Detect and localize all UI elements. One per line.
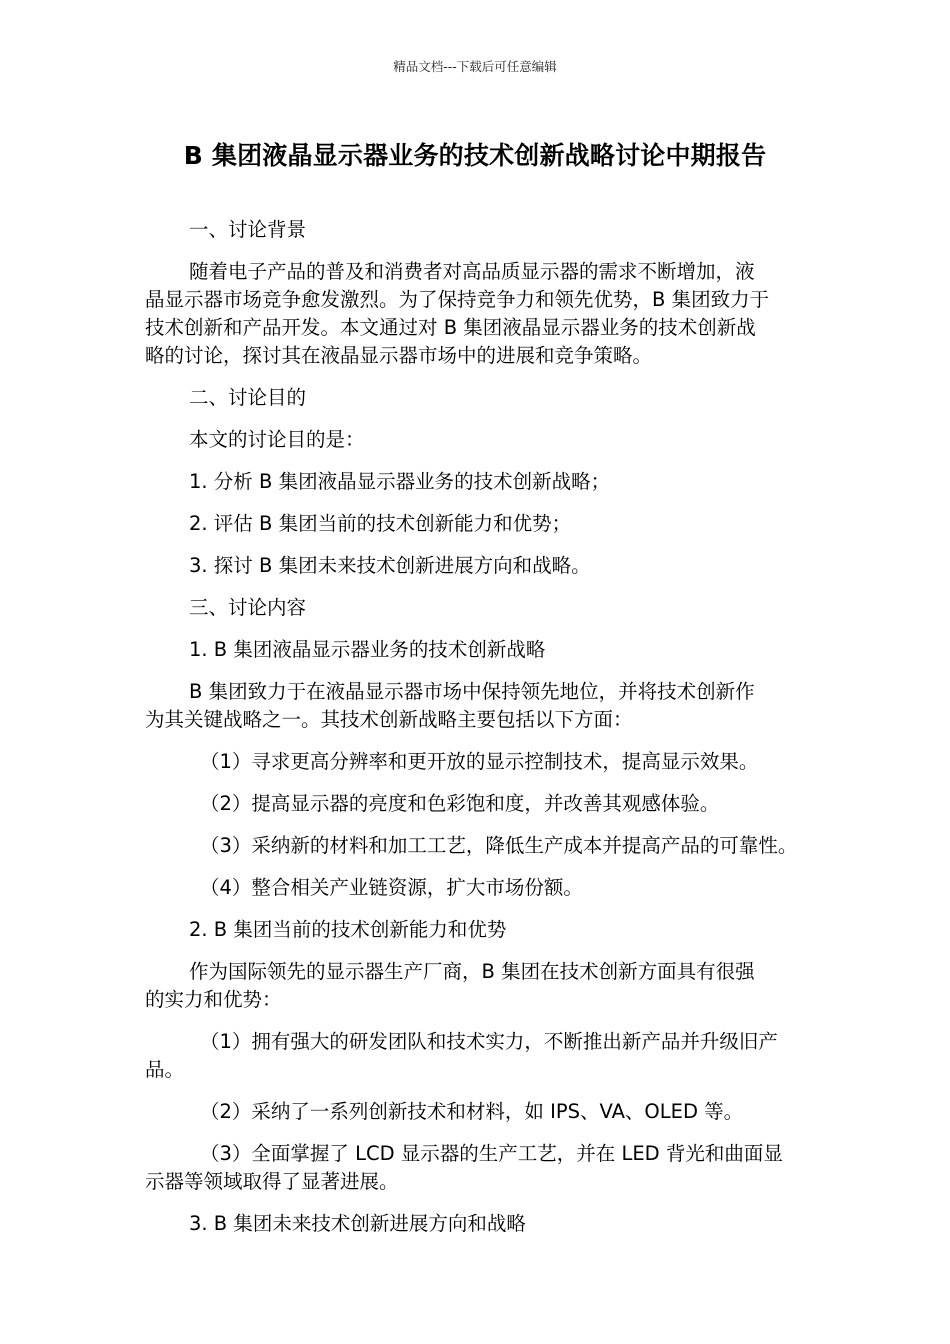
paragraph-line: （2）提高显示器的亮度和色彩饱和度，并改善其观感体验。 [200,792,720,815]
paragraph-line: 晶显示器市场竞争愈发激烈。为了保持竞争力和领先优势，B 集团致力于 [145,288,770,311]
paragraph-line: B 集团致力于在液晶显示器市场中保持领先地位，并将技术创新作 [189,680,755,703]
paragraph-line: 二、讨论目的 [189,386,307,409]
paragraph-line: 一、讨论背景 [189,218,307,241]
document-title: B 集团液晶显示器业务的技术创新战略讨论中期报告 [183,141,767,170]
paragraph-line: 1. B 集团液晶显示器业务的技术创新战略 [189,638,546,661]
document-body [145,216,815,1252]
paragraph [145,1098,815,1126]
paragraph-line: 技术创新和产品开发。本文通过对 B 集团液晶显示器业务的技术创新战 [145,316,756,339]
paragraph [145,510,815,538]
paragraph-line: 2. B 集团当前的技术创新能力和优势 [189,918,507,941]
paragraph-line: 的实力和优势： [145,988,282,1011]
paragraph [145,916,815,944]
paragraph [145,258,815,370]
paragraph-line: （4）整合相关产业链资源，扩大市场份额。 [200,876,583,899]
paragraph [145,384,815,412]
paragraph-line: （3）全面掌握了 LCD 显示器的生产工艺，并在 LED 背光和曲面显 [200,1142,783,1165]
paragraph [145,1140,815,1196]
paragraph [145,594,815,622]
paragraph [145,552,815,580]
paragraph [145,1028,815,1084]
paragraph-line: （3）采纳新的材料和加工工艺，降低生产成本并提高产品的可靠性。 [200,834,798,857]
paragraph [145,636,815,664]
paragraph-line: 3. 探讨 B 集团未来技术创新进展方向和战略。 [189,554,591,577]
paragraph [145,426,815,454]
paragraph-line: 三、讨论内容 [189,596,307,619]
paragraph [145,1210,815,1238]
paragraph-line: 2. 评估 B 集团当前的技术创新能力和优势； [189,512,572,535]
paragraph-line: （2）采纳了一系列创新技术和材料，如 IPS、VA、OLED 等。 [200,1100,744,1123]
paragraph [145,832,815,860]
paragraph-line: 3. B 集团未来技术创新进展方向和战略 [189,1212,526,1235]
paragraph-line: 本文的讨论目的是： [189,428,365,451]
paragraph-line: 示器等领域取得了显著进展。 [145,1170,399,1193]
paragraph [145,790,815,818]
paragraph [145,958,815,1014]
header-note: 精品文档---下载后可任意编辑 [393,59,557,74]
paragraph-line: 略的讨论，探讨其在液晶显示器市场中的进展和竞争策略。 [145,344,653,367]
paragraph [145,468,815,496]
paragraph [145,216,815,244]
paragraph-line: 1. 分析 B 集团液晶显示器业务的技术创新战略； [189,470,611,493]
paragraph [145,748,815,776]
paragraph-line: （1）拥有强大的研发团队和技术实力，不断推出新产品并升级旧产 [200,1030,778,1053]
paragraph [145,678,815,734]
paragraph-line: 随着电子产品的普及和消费者对高品质显示器的需求不断增加，液 [189,260,755,283]
paragraph-line: （1）寻求更高分辨率和更开放的显示控制技术，提高显示效果。 [200,750,759,773]
paragraph-line: 作为国际领先的显示器生产厂商，B 集团在技术创新方面具有很强 [189,960,755,983]
paragraph-line: 品。 [145,1058,185,1081]
paragraph [145,874,815,902]
paragraph-line: 为其关键战略之一。其技术创新战略主要包括以下方面： [145,708,633,731]
